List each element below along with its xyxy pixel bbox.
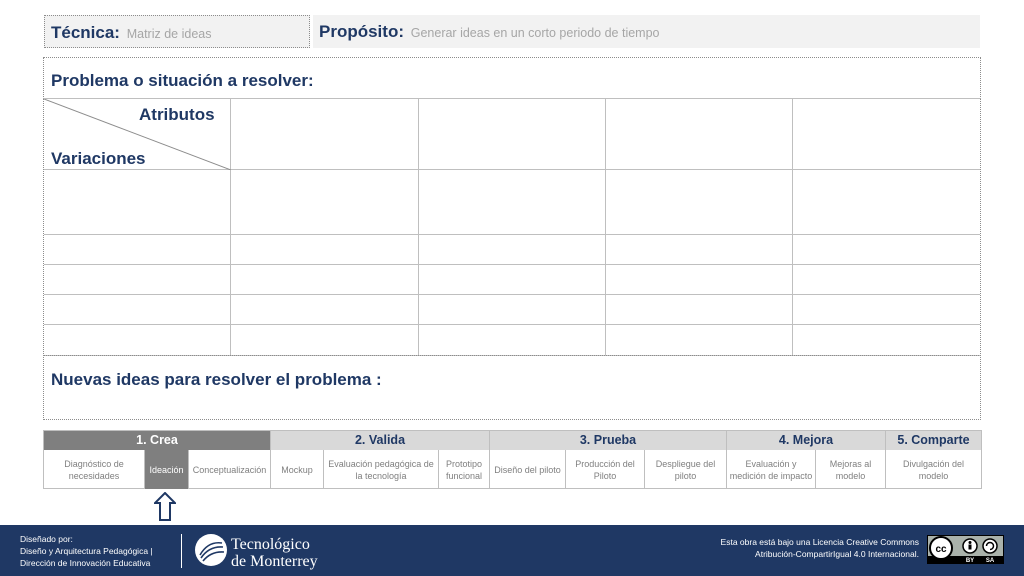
tecnica-label: Técnica: [51,23,120,42]
matrix-cell[interactable] [606,170,793,235]
proposito-box [313,15,980,48]
step-diagnostico: Diagnóstico de necesidades [44,450,145,489]
tec-logo-icon [194,533,228,567]
matrix-cell[interactable] [419,170,606,235]
phase-prueba: 3. Prueba [490,431,727,450]
process-table [43,430,982,489]
license-text [700,536,919,560]
cc-by-sa-icon [928,536,1003,563]
credits-line-2: Diseño y Arquitectura Pedagógica | [20,546,153,556]
matrix-cell[interactable] [419,265,606,295]
attribute-cell[interactable] [606,99,793,170]
ideas-matrix [43,98,981,356]
proposito-value[interactable]: Generar ideas en un corto periodo de tiempo [410,26,660,40]
phase-mejora: 4. Mejora [727,431,886,450]
matrix-cell[interactable] [606,235,793,265]
nuevas-ideas-label: Nuevas ideas para resolver el problema : [51,370,382,389]
matrix-cell[interactable] [793,170,980,235]
attribute-cell[interactable] [793,99,980,170]
atributos-label: Atributos [139,105,215,124]
proposito-header [319,22,660,42]
brand-line-1: Tecnológico [231,536,310,553]
phase-valida: 2. Valida [271,431,490,450]
matrix-cell[interactable] [231,235,419,265]
step-ideacion: Ideación [145,450,189,489]
step-produccion-piloto: Producción del Piloto [566,450,645,489]
matrix-cell[interactable] [606,325,793,355]
footer-divider [181,534,182,568]
step-mockup: Mockup [271,450,324,489]
attribute-cell[interactable] [419,99,606,170]
step-prototipo: Prototipo funcional [439,450,490,489]
variation-cell[interactable] [44,170,231,235]
matrix-cell[interactable] [793,295,980,325]
step-diseno-piloto: Diseño del piloto [490,450,566,489]
step-despliegue-piloto: Despliegue del piloto [645,450,727,489]
matrix-cell[interactable] [419,325,606,355]
matrix-cell[interactable] [793,235,980,265]
matrix-cell[interactable] [231,170,419,235]
matrix-cell[interactable] [231,265,419,295]
problema-label: Problema o situación a resolver: [51,71,314,90]
brand-line-2: de Monterrey [231,553,318,570]
step-evaluacion-pedagogica: Evaluación pedagógica de la tecnología [324,450,439,489]
svg-text:cc: cc [935,544,947,555]
variaciones-label: Variaciones [51,149,146,168]
tecnica-header [51,23,211,43]
brand-name [231,536,318,570]
matrix-cell[interactable] [231,325,419,355]
cc-by-text: BY [965,558,975,563]
variation-cell[interactable] [44,235,231,265]
credits [20,533,153,569]
problema-box[interactable] [43,57,981,99]
phase-comparte: 5. Comparte [886,431,981,450]
variation-cell[interactable] [44,295,231,325]
nuevas-ideas-box[interactable] [43,355,981,420]
matrix-cell[interactable] [419,235,606,265]
step-divulgacion: Divulgación del modelo [902,458,965,481]
footer [0,525,1024,576]
license-line-1: Esta obra está bajo una Licencia Creative Commons [720,537,919,547]
matrix-cell[interactable] [793,265,980,295]
matrix-cell[interactable] [231,295,419,325]
phase-crea: 1. Crea [44,431,271,450]
license-line-2: Atribución-CompartirIgual 4.0 Internacional. [755,549,919,559]
step-mejoras-modelo: Mejoras al modelo [816,450,886,489]
matrix-cell[interactable] [606,295,793,325]
proposito-label: Propósito: [319,22,404,41]
attribute-cell[interactable] [231,99,419,170]
variation-cell[interactable] [44,265,231,295]
matrix-cell[interactable] [419,295,606,325]
step-conceptualizacion: Conceptualización [189,450,271,489]
tecnica-value[interactable]: Matriz de ideas [126,27,212,41]
matrix-cell[interactable] [793,325,980,355]
cc-license-badge[interactable] [927,535,1004,564]
matrix-cell[interactable] [606,265,793,295]
tecnica-box [44,15,310,48]
cc-sa-text: SA [985,558,995,563]
credits-line-3: Dirección de Innovación Educativa [20,558,151,568]
arrow-up-icon [154,492,176,522]
step-evaluacion-impacto: Evaluación y medición de impacto [727,450,816,489]
credits-line-1: Diseñado por: [20,534,73,544]
variation-cell[interactable] [44,325,231,355]
matrix-corner-cell [44,99,231,170]
